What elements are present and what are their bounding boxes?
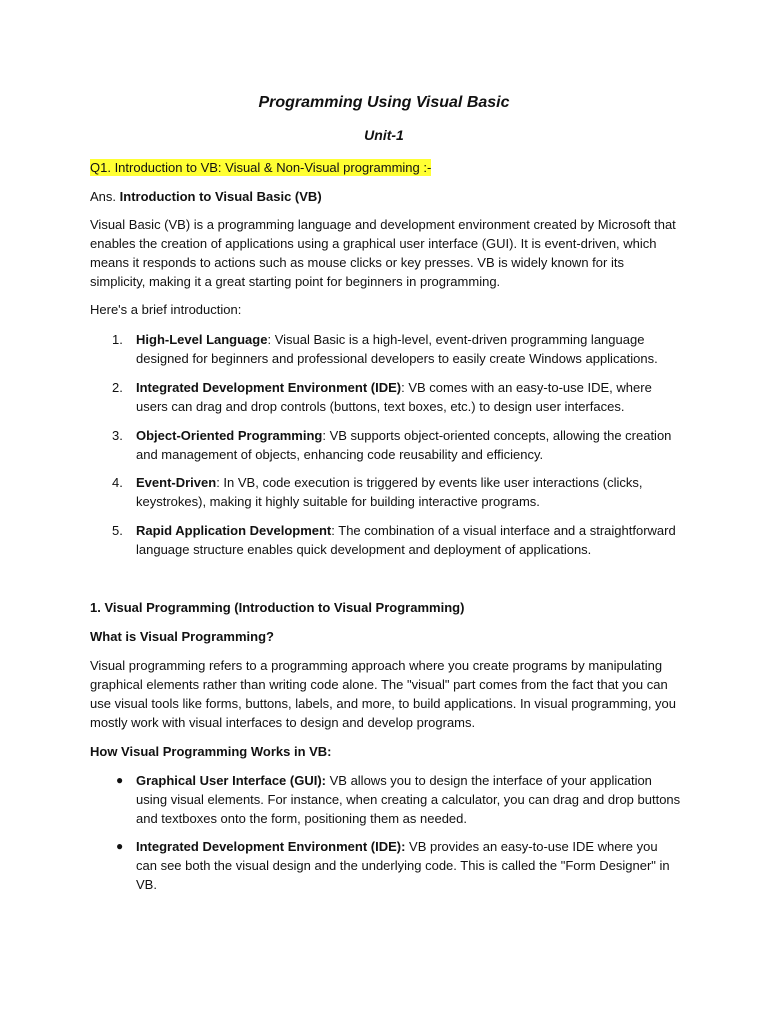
feature-item — [90, 473, 682, 511]
bullet-text — [136, 771, 682, 828]
bullet-desc: VB allows you to design the interface of your application using visual elements. For instance, when creating a calculator, you can drag and drop buttons and textboxes onto the form, positioning them as needed. — [136, 773, 681, 826]
unit-heading: Unit-1 — [364, 127, 404, 143]
bullet-term: Integrated Development Environment (IDE): — [136, 839, 406, 854]
feature-desc: : In VB, code execution is triggered by events like user interactions (clicks, keystrokes), making it highly suitable for building interactive programs. — [136, 475, 643, 509]
feature-term: Event-Driven — [136, 475, 217, 490]
how-heading — [90, 742, 682, 761]
visual-paragraph: Visual programming refers to a programming approach where you create programs by manipulating graphical elements rather than writing code alone. The "visual" part comes from the fact that you can use visual tools like forms, buttons, labels, and more, to build applications. In visual programming, you mostly work with visual interfaces to design and develop programs. — [90, 658, 677, 730]
feature-term: Integrated Development Environment (IDE) — [136, 380, 402, 395]
feature-number: 5. — [112, 523, 123, 538]
question-line — [90, 158, 682, 177]
bullet-desc: VB provides an easy-to-use IDE where you can see both the visual design and the underlying code. This is called the "Form Designer" in VB. — [136, 839, 670, 892]
feature-number: 3. — [112, 428, 123, 443]
feature-term: Rapid Application Development — [136, 523, 332, 538]
feature-text — [136, 378, 682, 416]
feature-item — [90, 521, 682, 559]
question-highlight: Q1. Introduction to VB: Visual & Non-Visual programming :- — [90, 160, 432, 175]
feature-desc: : Visual Basic is a high-level, event-driven programming language designed for beginners and professional developers to easily create Windows applications. — [136, 332, 658, 366]
feature-desc: : The combination of a visual interface and a straightforward language structure enables quick development and deployment of applications. — [136, 523, 676, 557]
section1-heading-text: 1. Visual Programming (Introduction to Visual Programming) — [90, 600, 465, 615]
bullet-item — [90, 771, 682, 828]
how-heading-text: How Visual Programming Works in VB: — [90, 744, 332, 759]
feature-number: 1. — [112, 332, 123, 347]
bullet-term: Graphical User Interface (GUI): — [136, 773, 326, 788]
feature-item — [90, 330, 682, 368]
feature-desc: : VB comes with an easy-to-use IDE, where users can drag and drop controls (buttons, text boxes, etc.) to design user interfaces. — [136, 380, 652, 414]
feature-text — [136, 426, 682, 464]
what-is-heading — [90, 627, 682, 646]
feature-number: 2. — [112, 380, 123, 395]
feature-text — [136, 330, 682, 368]
feature-text — [136, 473, 682, 511]
intro-paragraph: Visual Basic (VB) is a programming language and development environment created by Microsoft that enables the creation of applications using a graphical user interface (GUI). It is event-driven, which means it responds to actions such as mouse clicks or key presses. VB is widely known for its simplicity, making it a great starting point for beginners in programming. — [90, 217, 676, 289]
answer-line — [90, 187, 682, 206]
feature-term: High-Level Language — [136, 332, 268, 347]
answer-prefix: Ans. — [90, 189, 117, 204]
feature-number: 4. — [112, 475, 123, 490]
section1-heading — [90, 598, 682, 617]
page-title: Programming Using Visual Basic — [258, 94, 510, 111]
feature-desc: : VB supports object-oriented concepts, allowing the creation and management of objects, enhancing code reusability and efficiency. — [136, 428, 672, 462]
bullet-dot-icon: ● — [116, 839, 124, 853]
feature-item — [90, 378, 682, 416]
brief-intro-line: Here's a brief introduction: — [90, 302, 242, 317]
feature-text — [136, 521, 682, 559]
bullet-dot-icon: ● — [116, 773, 124, 787]
answer-heading: Introduction to Visual Basic (VB) — [119, 189, 322, 204]
what-is-heading-text: What is Visual Programming? — [90, 629, 274, 644]
bullet-item — [90, 837, 682, 894]
feature-item — [90, 426, 682, 464]
bullet-text — [136, 837, 682, 894]
feature-term: Object-Oriented Programming — [136, 428, 323, 443]
